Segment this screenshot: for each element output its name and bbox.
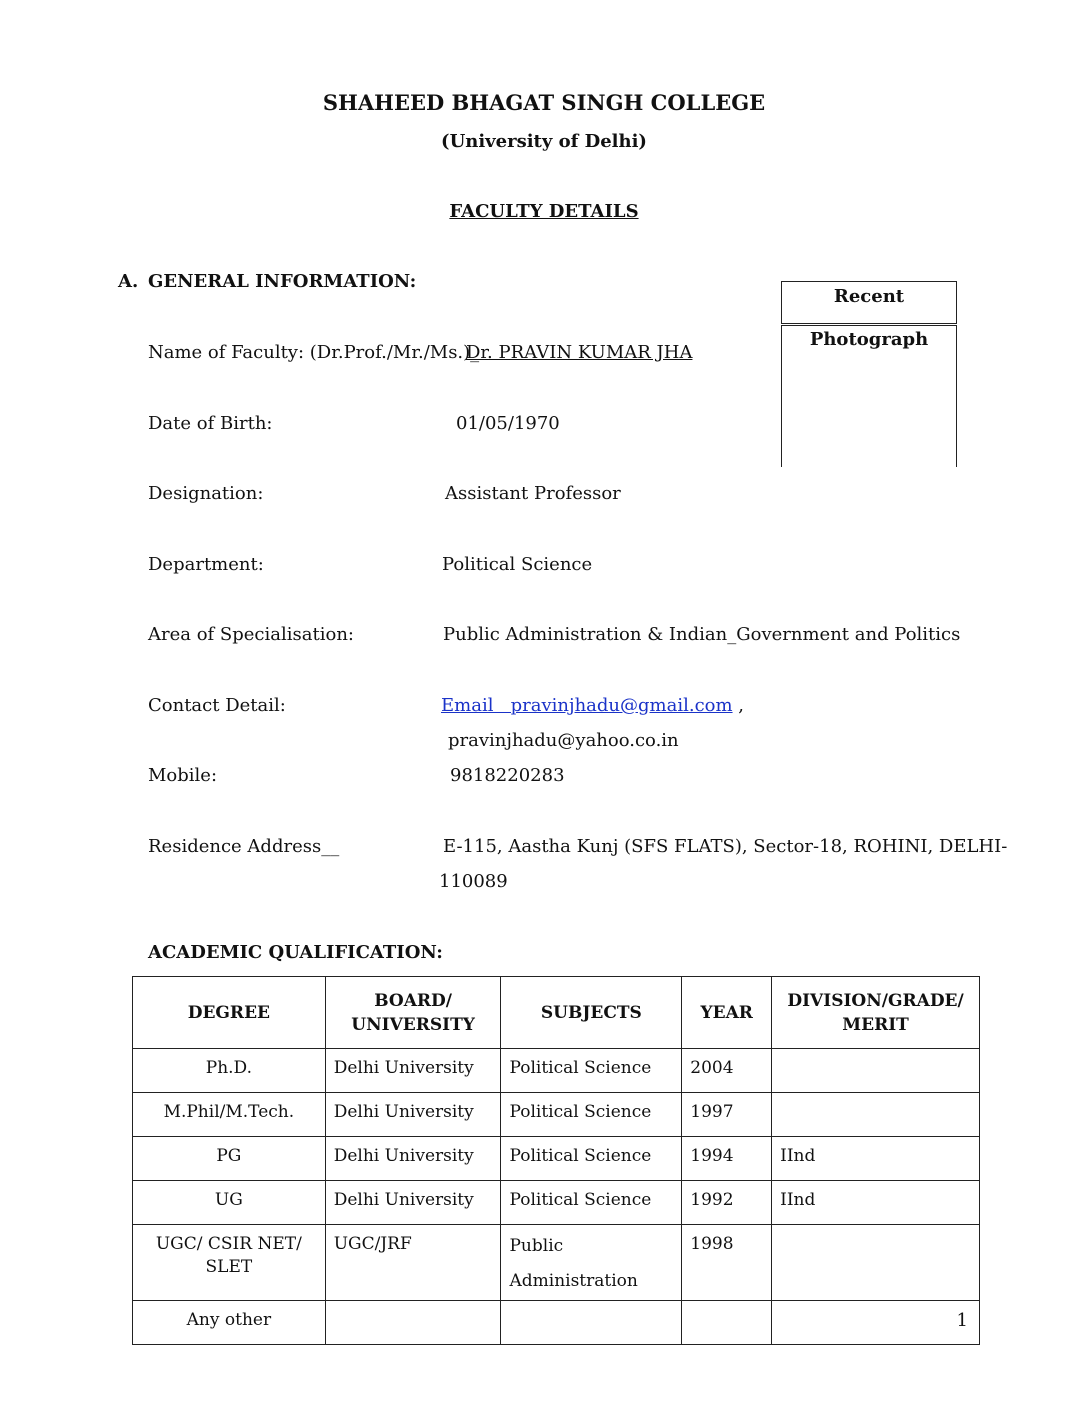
- cell-board: Delhi University: [325, 1093, 501, 1137]
- cell-degree: [133, 1225, 326, 1301]
- academic-table: [132, 976, 980, 1345]
- header-board: [325, 977, 501, 1049]
- cell-subject-line1: Public: [509, 1236, 564, 1256]
- table-row: [133, 1301, 980, 1345]
- section-a-heading: GENERAL INFORMATION:: [148, 271, 417, 292]
- table-row: [133, 1093, 980, 1137]
- header-subjects: SUBJECTS: [501, 977, 682, 1049]
- header-division-line2: MERIT: [842, 1014, 909, 1035]
- cell-subject-line2: Administration: [509, 1271, 638, 1291]
- cell-subject: [501, 1225, 682, 1301]
- cell-year: 1997: [682, 1093, 772, 1137]
- cell-subject: Political Science: [501, 1049, 682, 1093]
- table-row: [133, 1137, 980, 1181]
- photo-box: [781, 281, 957, 467]
- header-division: [772, 977, 980, 1049]
- section-a-marker: A.: [118, 271, 139, 292]
- photo-box-divider: [781, 325, 957, 326]
- photo-label-recent: Recent: [833, 286, 905, 307]
- department-label: Department:: [148, 554, 264, 575]
- cell-division: IInd: [772, 1137, 980, 1181]
- academic-heading: ACADEMIC QUALIFICATION:: [148, 942, 443, 963]
- email-link[interactable]: Email pravinjhadu@gmail.com: [441, 695, 733, 716]
- table-row: [133, 1181, 980, 1225]
- page-number: 1: [956, 1310, 968, 1331]
- cell-degree: M.Phil/M.Tech.: [133, 1093, 326, 1137]
- designation-value: Assistant Professor: [445, 483, 621, 504]
- cell-subject: [501, 1301, 682, 1345]
- cell-subject: Political Science: [501, 1181, 682, 1225]
- cell-board: UGC/JRF: [325, 1225, 501, 1301]
- cell-year: 1998: [682, 1225, 772, 1301]
- table-header-row: [133, 977, 980, 1049]
- photo-label-photograph: Photograph: [809, 329, 929, 350]
- cell-year: 1994: [682, 1137, 772, 1181]
- address-line2: 110089: [439, 871, 508, 892]
- header-board-line2: UNIVERSITY: [351, 1014, 475, 1035]
- name-value: Dr. PRAVIN KUMAR JHA: [466, 342, 693, 363]
- address-line1: E-115, Aastha Kunj (SFS FLATS), Sector-18, ROHINI, DELHI-: [443, 836, 1008, 857]
- cell-division: IInd: [772, 1181, 980, 1225]
- header-board-line1: BOARD/: [374, 990, 452, 1011]
- cell-subject: Political Science: [501, 1093, 682, 1137]
- doc-title: FACULTY DETAILS: [449, 201, 639, 222]
- cell-degree: Any other: [133, 1301, 326, 1345]
- cell-degree-line1: UGC/ CSIR NET/: [155, 1234, 302, 1254]
- table-row: [133, 1049, 980, 1093]
- specialisation-value: Public Administration & Indian_Government and Politics: [443, 624, 961, 645]
- cell-degree: Ph.D.: [133, 1049, 326, 1093]
- cell-board: Delhi University: [325, 1181, 501, 1225]
- cell-degree-line2: SLET: [205, 1257, 253, 1277]
- table-row: [133, 1225, 980, 1301]
- header-year: YEAR: [682, 977, 772, 1049]
- cell-year: 2004: [682, 1049, 772, 1093]
- designation-label: Designation:: [148, 483, 264, 504]
- department-value: Political Science: [442, 554, 593, 575]
- mobile-label: Mobile:: [148, 765, 218, 786]
- contact-email2: pravinjhadu@yahoo.co.in: [448, 730, 679, 751]
- cell-division: [772, 1049, 980, 1093]
- university-name: (University of Delhi): [441, 131, 647, 152]
- cell-division: [772, 1301, 980, 1345]
- dob-value: 01/05/1970: [456, 413, 560, 434]
- cell-board: Delhi University: [325, 1137, 501, 1181]
- cell-division: [772, 1225, 980, 1301]
- header-degree: DEGREE: [133, 977, 326, 1049]
- specialisation-label: Area of Specialisation:: [148, 624, 354, 645]
- cell-degree: UG: [133, 1181, 326, 1225]
- cell-board: Delhi University: [325, 1049, 501, 1093]
- contact-line: [441, 695, 744, 716]
- mobile-value: 9818220283: [450, 765, 565, 786]
- college-name: SHAHEED BHAGAT SINGH COLLEGE: [322, 90, 766, 115]
- name-label: Name of Faculty: (Dr.Prof./Mr./Ms.)_: [148, 342, 480, 363]
- contact-separator: ,: [738, 695, 745, 716]
- cell-degree: PG: [133, 1137, 326, 1181]
- cell-year: 1992: [682, 1181, 772, 1225]
- contact-label: Contact Detail:: [148, 695, 286, 716]
- cell-subject: Political Science: [501, 1137, 682, 1181]
- cell-division: [772, 1093, 980, 1137]
- address-label: Residence Address__: [148, 836, 340, 857]
- dob-label: Date of Birth:: [148, 413, 273, 434]
- doc-title-wrap: [0, 201, 1088, 222]
- cell-year: [682, 1301, 772, 1345]
- header-division-line1: DIVISION/GRADE/: [787, 990, 964, 1011]
- cell-board: [325, 1301, 501, 1345]
